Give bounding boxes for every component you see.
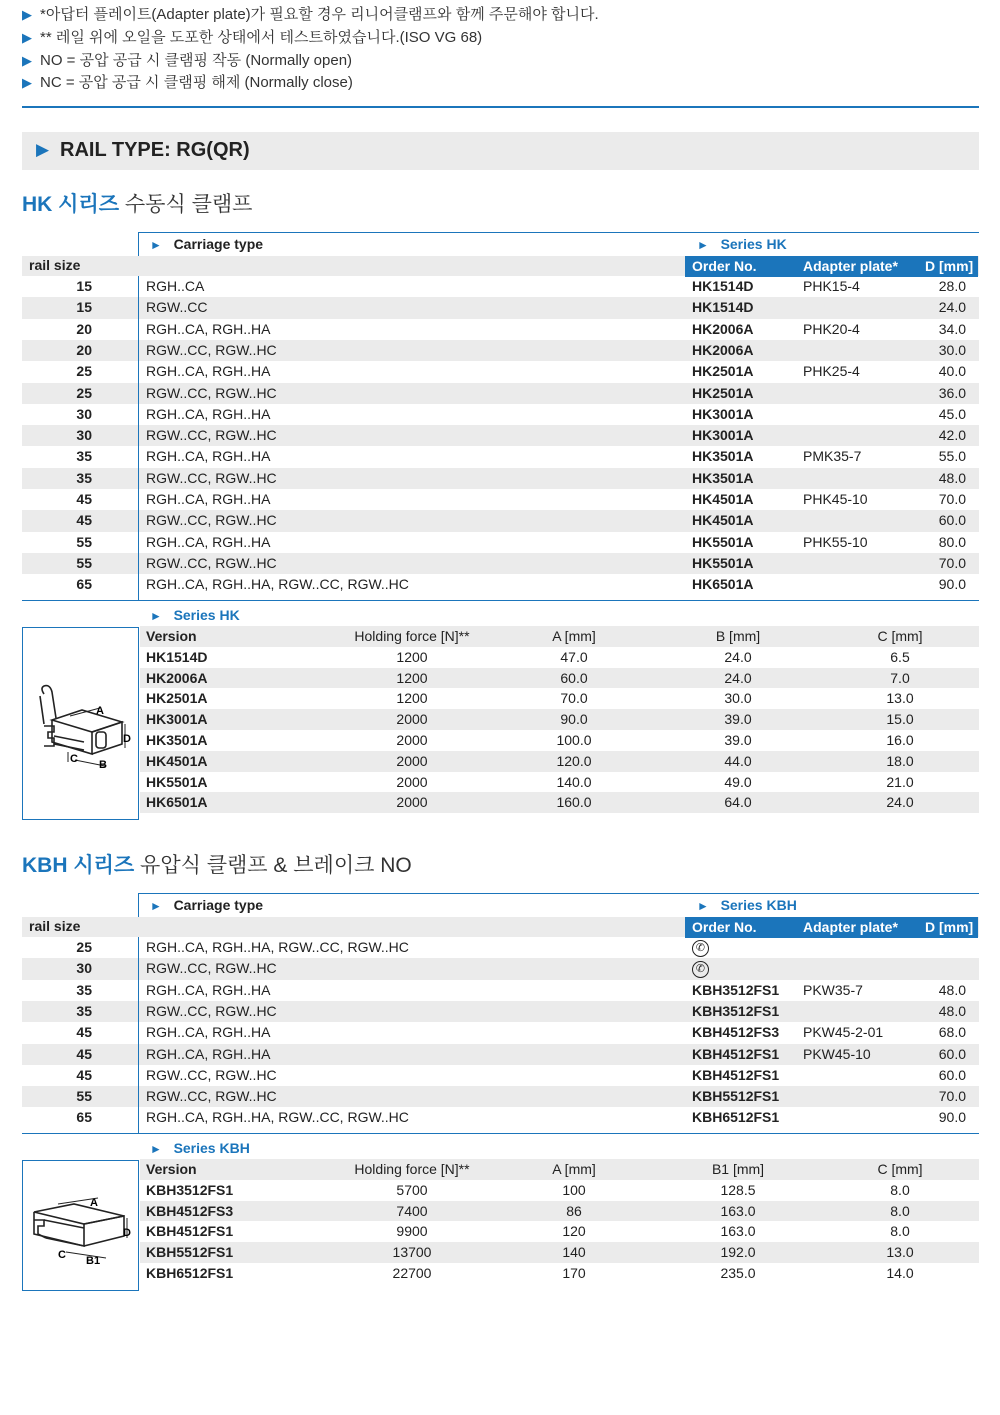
d-cell: 42.0 xyxy=(938,427,966,444)
b-cell: 24.0 xyxy=(724,669,752,686)
order-no-cell: HK5501A xyxy=(692,533,754,550)
b-header: B1 [mm] xyxy=(711,1161,765,1177)
carriage-cell: RGH..CA, RGH..HA xyxy=(146,405,271,422)
holding-force-cell: 2000 xyxy=(396,752,428,769)
rail-size-cell: 65 xyxy=(76,1109,92,1126)
svg-text:A: A xyxy=(90,1197,98,1209)
d-cell: 24.0 xyxy=(938,299,966,316)
carriage-cell: RGW..CC, RGW..HC xyxy=(146,469,277,486)
adapter-plate-cell: PHK45-10 xyxy=(803,491,868,507)
rail-size-cell: 35 xyxy=(76,981,92,998)
d-header: D [mm] xyxy=(925,258,974,274)
d-cell: 80.0 xyxy=(938,533,966,550)
a-cell: 90.0 xyxy=(560,711,588,728)
order-no-header: Order No. xyxy=(692,258,757,274)
order-no-cell: KBH5512FS1 xyxy=(692,1088,780,1105)
note-3: ▶ NO = 공압 공급 시 클램핑 작동 (Normally open) xyxy=(22,52,353,69)
diagram-box-line xyxy=(22,1160,23,1290)
version-cell: HK2006A xyxy=(146,669,208,686)
order-no-cell: KBH3512FS1 xyxy=(692,981,780,998)
holding-force-cell: 13700 xyxy=(392,1244,432,1261)
phone-icon: ✆ xyxy=(692,937,709,958)
carriage-type-header: ► Carriage type xyxy=(150,236,264,252)
d-cell: 45.0 xyxy=(938,405,966,422)
rail-size-header: rail size xyxy=(29,257,81,273)
d-cell: 70.0 xyxy=(938,491,966,507)
carriage-cell: RGH..CA, RGH..HA, RGW..CC, RGW..HC xyxy=(146,939,409,955)
rail-size-cell: 15 xyxy=(76,299,92,316)
order-no-cell: KBH3512FS1 xyxy=(692,1002,780,1019)
c-cell: 21.0 xyxy=(886,773,914,790)
order-no-cell: HK3501A xyxy=(692,469,754,486)
d-cell: 36.0 xyxy=(938,384,966,401)
version-cell: KBH6512FS1 xyxy=(146,1265,234,1281)
carriage-cell: RGH..CA, RGH..HA xyxy=(146,491,271,507)
a-cell: 120 xyxy=(562,1223,586,1240)
svg-text:D: D xyxy=(123,1227,131,1239)
order-no-cell: HK2501A xyxy=(692,384,754,401)
a-cell: 100 xyxy=(562,1181,586,1198)
table-line xyxy=(138,232,139,256)
rail-size-cell: 35 xyxy=(76,469,92,486)
svg-text:A: A xyxy=(96,705,104,717)
c-cell: 7.0 xyxy=(890,669,910,686)
order-no-cell: HK5501A xyxy=(692,554,754,571)
order-no-cell: HK3001A xyxy=(692,427,754,444)
spec-series-header: ► Series KBH xyxy=(150,1140,250,1156)
carriage-cell: RGH..CA, RGH..HA, RGW..CC, RGW..HC xyxy=(146,1109,409,1126)
divider xyxy=(22,106,979,108)
d-cell: 28.0 xyxy=(938,278,966,294)
rail-size-cell: 25 xyxy=(76,939,92,955)
rail-size-cell: 30 xyxy=(76,405,92,422)
holding-force-cell: 2000 xyxy=(396,732,428,748)
version-cell: KBH4512FS1 xyxy=(146,1223,234,1240)
rail-size-header: rail size xyxy=(29,918,81,934)
rail-size-cell: 55 xyxy=(76,1088,92,1105)
adapter-plate-cell: PKW45-10 xyxy=(803,1045,871,1062)
rail-type-title: RAIL TYPE: RG(QR) xyxy=(60,139,250,161)
c-cell: 15.0 xyxy=(886,711,914,728)
carriage-cell: RGH..CA xyxy=(146,278,205,294)
b-cell: 192.0 xyxy=(720,1244,756,1261)
a-header: A [mm] xyxy=(552,628,596,644)
order-no-cell: HK1514D xyxy=(692,299,754,316)
d-cell: 55.0 xyxy=(938,448,966,465)
d-cell: 60.0 xyxy=(938,1066,966,1083)
c-cell: 6.5 xyxy=(890,648,910,665)
triangle-icon: ▶ xyxy=(22,75,32,90)
version-cell: HK1514D xyxy=(146,648,208,665)
rail-size-cell: 20 xyxy=(76,341,92,358)
diagram-box-line xyxy=(22,1160,138,1161)
a-header: A [mm] xyxy=(552,1161,596,1177)
table-line xyxy=(138,893,139,917)
d-cell: 70.0 xyxy=(938,1088,966,1105)
rail-size-cell: 65 xyxy=(76,576,92,593)
carriage-cell: RGH..CA, RGH..HA xyxy=(146,363,271,380)
order-no-cell: KBH4512FS1 xyxy=(692,1066,780,1083)
carriage-cell: RGH..CA, RGH..HA xyxy=(146,533,271,550)
c-header: C [mm] xyxy=(877,628,923,644)
holding-force-header: Holding force [N]** xyxy=(354,1161,470,1177)
a-cell: 160.0 xyxy=(556,794,592,811)
a-cell: 47.0 xyxy=(560,648,588,665)
holding-force-cell: 2000 xyxy=(396,794,428,811)
note-1: ▶ *아답터 플레이트(Adapter plate)가 필요할 경우 리니어클램프와 함께 주문해야 합니다. xyxy=(22,6,599,23)
version-cell: KBH5512FS1 xyxy=(146,1244,234,1261)
d-cell: 48.0 xyxy=(938,1002,966,1019)
b-cell: 30.0 xyxy=(724,690,752,707)
a-cell: 140.0 xyxy=(556,773,592,790)
carriage-cell: RGW..CC, RGW..HC xyxy=(146,1066,277,1083)
d-cell: 90.0 xyxy=(938,1109,966,1126)
carriage-cell: RGW..CC, RGW..HC xyxy=(146,960,277,977)
adapter-plate-cell: PMK35-7 xyxy=(803,448,862,465)
order-no-cell: HK3001A xyxy=(692,405,754,422)
carriage-cell: RGW..CC, RGW..HC xyxy=(146,1002,277,1019)
note-2: ▶ ** 레일 위에 오일을 도포한 상태에서 테스트하였습니다.(ISO VG 68) xyxy=(22,29,483,46)
rail-size-cell: 35 xyxy=(76,448,92,465)
table-top-line xyxy=(138,232,979,233)
d-cell: 60.0 xyxy=(938,512,966,529)
holding-force-cell: 1200 xyxy=(396,669,428,686)
order-no-cell: HK2501A xyxy=(692,363,754,380)
b-cell: 163.0 xyxy=(720,1202,756,1219)
carriage-cell: RGW..CC, RGW..HC xyxy=(146,341,277,358)
rail-size-cell: 45 xyxy=(76,1024,92,1041)
rail-type-bar xyxy=(22,132,979,170)
d-cell: 60.0 xyxy=(938,1045,966,1062)
triangle-icon: ▶ xyxy=(22,30,32,45)
series-header: ► Series HK xyxy=(697,236,787,252)
version-header: Version xyxy=(146,628,197,644)
series-header: ► Series KBH xyxy=(697,897,797,913)
svg-text:D: D xyxy=(123,733,131,745)
svg-text:C: C xyxy=(70,753,78,765)
holding-force-header: Holding force [N]** xyxy=(354,628,470,644)
note-4: ▶ NC = 공압 공급 시 클램핑 해제 (Normally close) xyxy=(22,74,353,91)
table-bottom-line xyxy=(138,600,979,601)
carriage-cell: RGW..CC, RGW..HC xyxy=(146,384,277,401)
b-cell: 128.5 xyxy=(720,1181,756,1198)
rail-size-cell: 25 xyxy=(76,384,92,401)
order-no-cell: HK2006A xyxy=(692,341,754,358)
adapter-plate-cell: PHK15-4 xyxy=(803,278,860,294)
spec-series-header: ► Series HK xyxy=(150,607,240,623)
version-cell: KBH4512FS3 xyxy=(146,1202,234,1219)
carriage-cell: RGH..CA, RGH..HA xyxy=(146,448,271,465)
a-cell: 100.0 xyxy=(556,732,592,748)
order-no-cell: HK3501A xyxy=(692,448,754,465)
version-cell: HK3001A xyxy=(146,711,208,728)
carriage-cell: RGW..CC, RGW..HC xyxy=(146,554,277,571)
d-cell: 34.0 xyxy=(938,320,966,337)
b-cell: 64.0 xyxy=(724,794,752,811)
holding-force-cell: 1200 xyxy=(396,648,428,665)
version-cell: HK5501A xyxy=(146,773,208,790)
order-no-cell: HK1514D xyxy=(692,278,754,294)
triangle-icon: ▶ xyxy=(36,140,50,159)
table-line xyxy=(22,1133,138,1134)
version-cell: HK6501A xyxy=(146,794,208,811)
rail-size-cell: 25 xyxy=(76,363,92,380)
table-line xyxy=(138,937,139,1133)
phone-icon: ✆ xyxy=(692,958,709,979)
svg-text:C: C xyxy=(58,1249,66,1261)
c-cell: 8.0 xyxy=(890,1202,910,1219)
diagram-box-line xyxy=(22,627,138,628)
diagram-box-line xyxy=(138,627,139,819)
b-cell: 39.0 xyxy=(724,732,752,748)
rail-size-cell: 55 xyxy=(76,533,92,550)
holding-force-cell: 9900 xyxy=(396,1223,428,1240)
kbh-section-title: KBH 시리즈 유압식 클램프 & 브레이크 NO xyxy=(22,854,412,877)
order-no-cell: HK6501A xyxy=(692,576,754,593)
carriage-cell: RGW..CC, RGW..HC xyxy=(146,1088,277,1105)
c-cell: 13.0 xyxy=(886,1244,914,1261)
d-cell: 40.0 xyxy=(938,363,966,380)
rail-size-cell: 30 xyxy=(76,960,92,977)
triangle-icon: ▶ xyxy=(22,53,32,68)
a-cell: 170 xyxy=(562,1265,586,1281)
svg-text:B1: B1 xyxy=(86,1255,101,1267)
table-top-line xyxy=(138,893,979,894)
rail-size-cell: 15 xyxy=(76,278,92,294)
order-no-cell: KBH4512FS3 xyxy=(692,1024,780,1041)
adapter-plate-cell: PKW35-7 xyxy=(803,981,863,998)
triangle-icon: ▶ xyxy=(22,7,32,22)
table-line xyxy=(138,276,139,600)
diagram-box-line xyxy=(22,819,139,820)
svg-text:B: B xyxy=(99,759,107,771)
kbh-clamp-diagram xyxy=(28,1190,136,1270)
b-cell: 163.0 xyxy=(720,1223,756,1240)
d-cell: 70.0 xyxy=(938,554,966,571)
adapter-plate-header: Adapter plate* xyxy=(803,919,898,935)
version-cell: HK3501A xyxy=(146,732,208,748)
diagram-box-line xyxy=(138,1160,139,1290)
rail-size-cell: 45 xyxy=(76,491,92,507)
a-cell: 86 xyxy=(566,1202,582,1219)
holding-force-cell: 5700 xyxy=(396,1181,428,1198)
b-cell: 49.0 xyxy=(724,773,752,790)
b-cell: 235.0 xyxy=(720,1265,756,1281)
a-cell: 140 xyxy=(562,1244,586,1261)
adapter-plate-cell: PHK55-10 xyxy=(803,533,868,550)
adapter-plate-cell: PHK20-4 xyxy=(803,320,860,337)
hk-section-title: HK 시리즈 수동식 클램프 xyxy=(22,193,253,216)
table-bottom-line xyxy=(138,1133,979,1134)
d-cell: 30.0 xyxy=(938,341,966,358)
rail-size-cell: 55 xyxy=(76,554,92,571)
b-cell: 24.0 xyxy=(724,648,752,665)
order-no-cell: HK2006A xyxy=(692,320,754,337)
holding-force-cell: 1200 xyxy=(396,690,428,707)
c-cell: 8.0 xyxy=(890,1181,910,1198)
order-no-cell: HK4501A xyxy=(692,512,754,529)
carriage-cell: RGH..CA, RGH..HA xyxy=(146,1045,271,1062)
carriage-cell: RGW..CC xyxy=(146,299,208,316)
d-header: D [mm] xyxy=(925,919,974,935)
b-cell: 39.0 xyxy=(724,711,752,728)
adapter-plate-header: Adapter plate* xyxy=(803,258,898,274)
rail-size-cell: 45 xyxy=(76,1066,92,1083)
a-cell: 120.0 xyxy=(556,752,592,769)
c-cell: 18.0 xyxy=(886,752,914,769)
d-cell: 48.0 xyxy=(938,469,966,486)
rail-size-cell: 20 xyxy=(76,320,92,337)
carriage-cell: RGH..CA, RGH..HA, RGW..CC, RGW..HC xyxy=(146,576,409,593)
adapter-plate-cell: PHK25-4 xyxy=(803,363,860,380)
version-cell: KBH3512FS1 xyxy=(146,1181,234,1198)
hk-clamp-diagram xyxy=(30,680,138,780)
rail-size-cell: 30 xyxy=(76,427,92,444)
version-cell: HK4501A xyxy=(146,752,208,769)
d-cell: 68.0 xyxy=(938,1024,966,1041)
order-no-cell: HK4501A xyxy=(692,491,754,507)
c-cell: 24.0 xyxy=(886,794,914,811)
version-cell: HK2501A xyxy=(146,690,208,707)
c-cell: 16.0 xyxy=(886,732,914,748)
order-no-header: Order No. xyxy=(692,919,757,935)
diagram-box-line xyxy=(22,1290,139,1291)
order-no-cell: KBH6512FS1 xyxy=(692,1109,780,1126)
holding-force-cell: 22700 xyxy=(392,1265,432,1281)
d-cell: 48.0 xyxy=(938,981,966,998)
holding-force-cell: 7400 xyxy=(396,1202,428,1219)
c-cell: 14.0 xyxy=(886,1265,914,1281)
rail-size-cell: 45 xyxy=(76,1045,92,1062)
holding-force-cell: 2000 xyxy=(396,711,428,728)
d-cell: 90.0 xyxy=(938,576,966,593)
b-header: B [mm] xyxy=(715,628,761,644)
adapter-plate-cell: PKW45-2-01 xyxy=(803,1024,884,1041)
carriage-cell: RGW..CC, RGW..HC xyxy=(146,512,277,529)
c-header: C [mm] xyxy=(877,1161,923,1177)
a-cell: 70.0 xyxy=(560,690,588,707)
a-cell: 60.0 xyxy=(560,669,588,686)
rail-size-cell: 45 xyxy=(76,512,92,529)
rail-size-cell: 35 xyxy=(76,1002,92,1019)
order-no-cell: KBH4512FS1 xyxy=(692,1045,780,1062)
carriage-cell: RGH..CA, RGH..HA xyxy=(146,981,271,998)
carriage-type-header: ► Carriage type xyxy=(150,897,264,913)
table-line xyxy=(22,600,138,601)
holding-force-cell: 2000 xyxy=(396,773,428,790)
c-cell: 13.0 xyxy=(886,690,914,707)
carriage-cell: RGW..CC, RGW..HC xyxy=(146,427,277,444)
carriage-cell: RGH..CA, RGH..HA xyxy=(146,1024,271,1041)
c-cell: 8.0 xyxy=(890,1223,910,1240)
b-cell: 44.0 xyxy=(724,752,752,769)
carriage-cell: RGH..CA, RGH..HA xyxy=(146,320,271,337)
version-header: Version xyxy=(146,1161,197,1177)
diagram-box-line xyxy=(22,627,23,819)
